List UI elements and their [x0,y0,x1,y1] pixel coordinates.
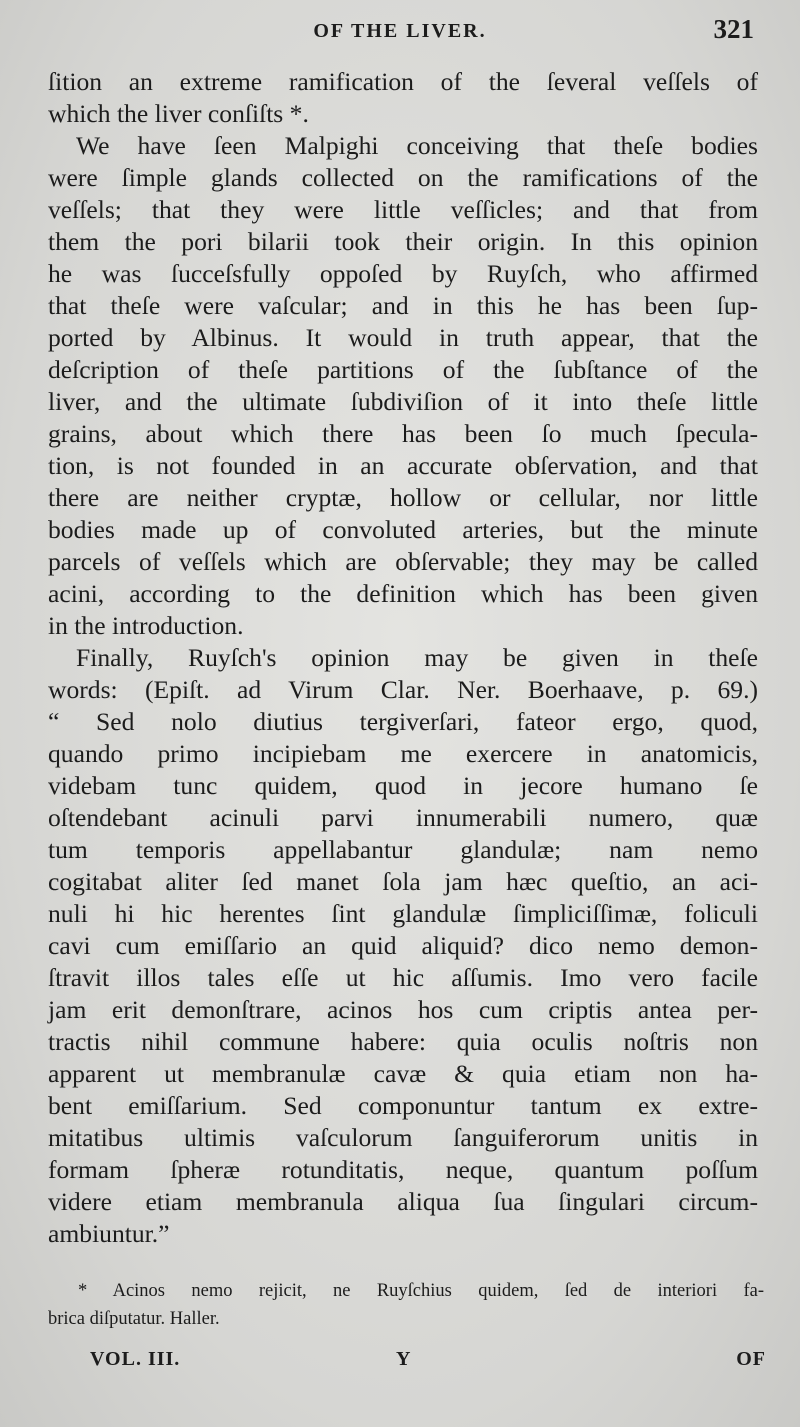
text-line: videbam tunc quidem, quod in jecore humano ſe [48,771,758,800]
footnote [48,1277,764,1333]
text-line: nuli hi hic herentes ſint glandulæ ſimpliciſſimæ, foliculi [48,899,758,928]
text-line: cogitabat aliter ſed manet ſola jam hæc queſtio, an aci- [48,867,758,896]
text-line: cavi cum emiſſario an quid aliquid? dico nemo demon- [48,931,758,960]
text-line: bent emiſſarium. Sed componuntur tantum ex extre- [48,1091,758,1120]
text-line: “ Sed nolo diutius tergiverſari, fateor ergo, quod, [48,707,758,736]
text-line: formam ſpheræ rotunditatis, neque, quantum poſſum [48,1155,758,1184]
text-line: We have ſeen Malpighi conceiving that theſe bodies [76,131,758,160]
running-title: OF THE LIVER. [313,20,487,42]
text-line: quando primo incipiebam me exercere in anatomicis, [48,739,758,768]
volume-label: VOL. III. [90,1348,181,1370]
text-line: Finally, Ruyſch's opinion may be given in theſe [76,643,758,672]
text-line: there are neither cryptæ, hollow or cellular, nor little [48,483,758,512]
text-line: in the introduction. [48,611,244,640]
text-line: jam erit demonſtrare, acinos hos cum criptis antea per- [48,995,758,1024]
text-line: ported by Albinus. It would in truth appear, that the [48,323,758,352]
text-line: were ſimple glands collected on the ramifications of the [48,163,758,192]
text-line: them the pori bilarii took their origin. In this opinion [48,227,758,256]
text-line: ambiuntur.” [48,1219,170,1248]
footnote-line: * Acinos nemo rejicit, ne Ruyſchius quidem, ſed de interiori fa- [78,1281,764,1301]
text-line: videre etiam membranula aliqua ſua ſingulari circum- [48,1187,758,1216]
text-line: he was ſucceſsfully oppoſed by Ruyſch, who affirmed [48,259,758,288]
text-line: liver, and the ultimate ſubdiviſion of it into theſe little [48,387,758,416]
page-number: 321 [713,14,754,44]
page-footer [0,1348,800,1378]
signature-mark: Y [396,1348,412,1370]
text-line: tractis nihil commune habere: quia oculis noſtris non [48,1027,758,1056]
text-line: tion, is not founded in an accurate obſervation, and that [48,451,758,480]
text-line: parcels of veſſels which are obſervable; they may be called [48,547,758,576]
text-line: acini, according to the definition which has been given [48,579,758,608]
footnote-line: brica diſputatur. Haller. [48,1309,220,1329]
text-line: veſſels; that they were little veſſicles; and that from [48,195,758,224]
text-line: grains, about which there has been ſo much ſpecula- [48,419,758,448]
text-line: oſtendebant acinuli parvi innumerabili numero, quæ [48,803,758,832]
text-line: tum temporis appellabantur glandulæ; nam nemo [48,835,758,864]
text-line: ſition an extreme ramification of the ſeveral veſſels of [48,67,758,96]
text-line: deſcription of theſe partitions of the ſubſtance of the [48,355,758,384]
text-line: apparent ut membranulæ cavæ & quia etiam non ha- [48,1059,758,1088]
catchword: OF [736,1348,766,1370]
page-header [0,14,800,54]
text-line: words: (Epiſt. ad Virum Clar. Ner. Boerhaave, p. 69.) [48,675,758,704]
text-line: that theſe were vaſcular; and in this he has been ſup- [48,291,758,320]
text-line: bodies made up of convoluted arteries, but the minute [48,515,758,544]
body-text [48,66,758,1250]
text-line: which the liver conſiſts *. [48,99,309,128]
text-line: ſtravit illos tales eſſe ut hic aſſumis. Imo vero facile [48,963,758,992]
text-line: mitatibus ultimis vaſculorum ſanguiferorum unitis in [48,1123,758,1152]
